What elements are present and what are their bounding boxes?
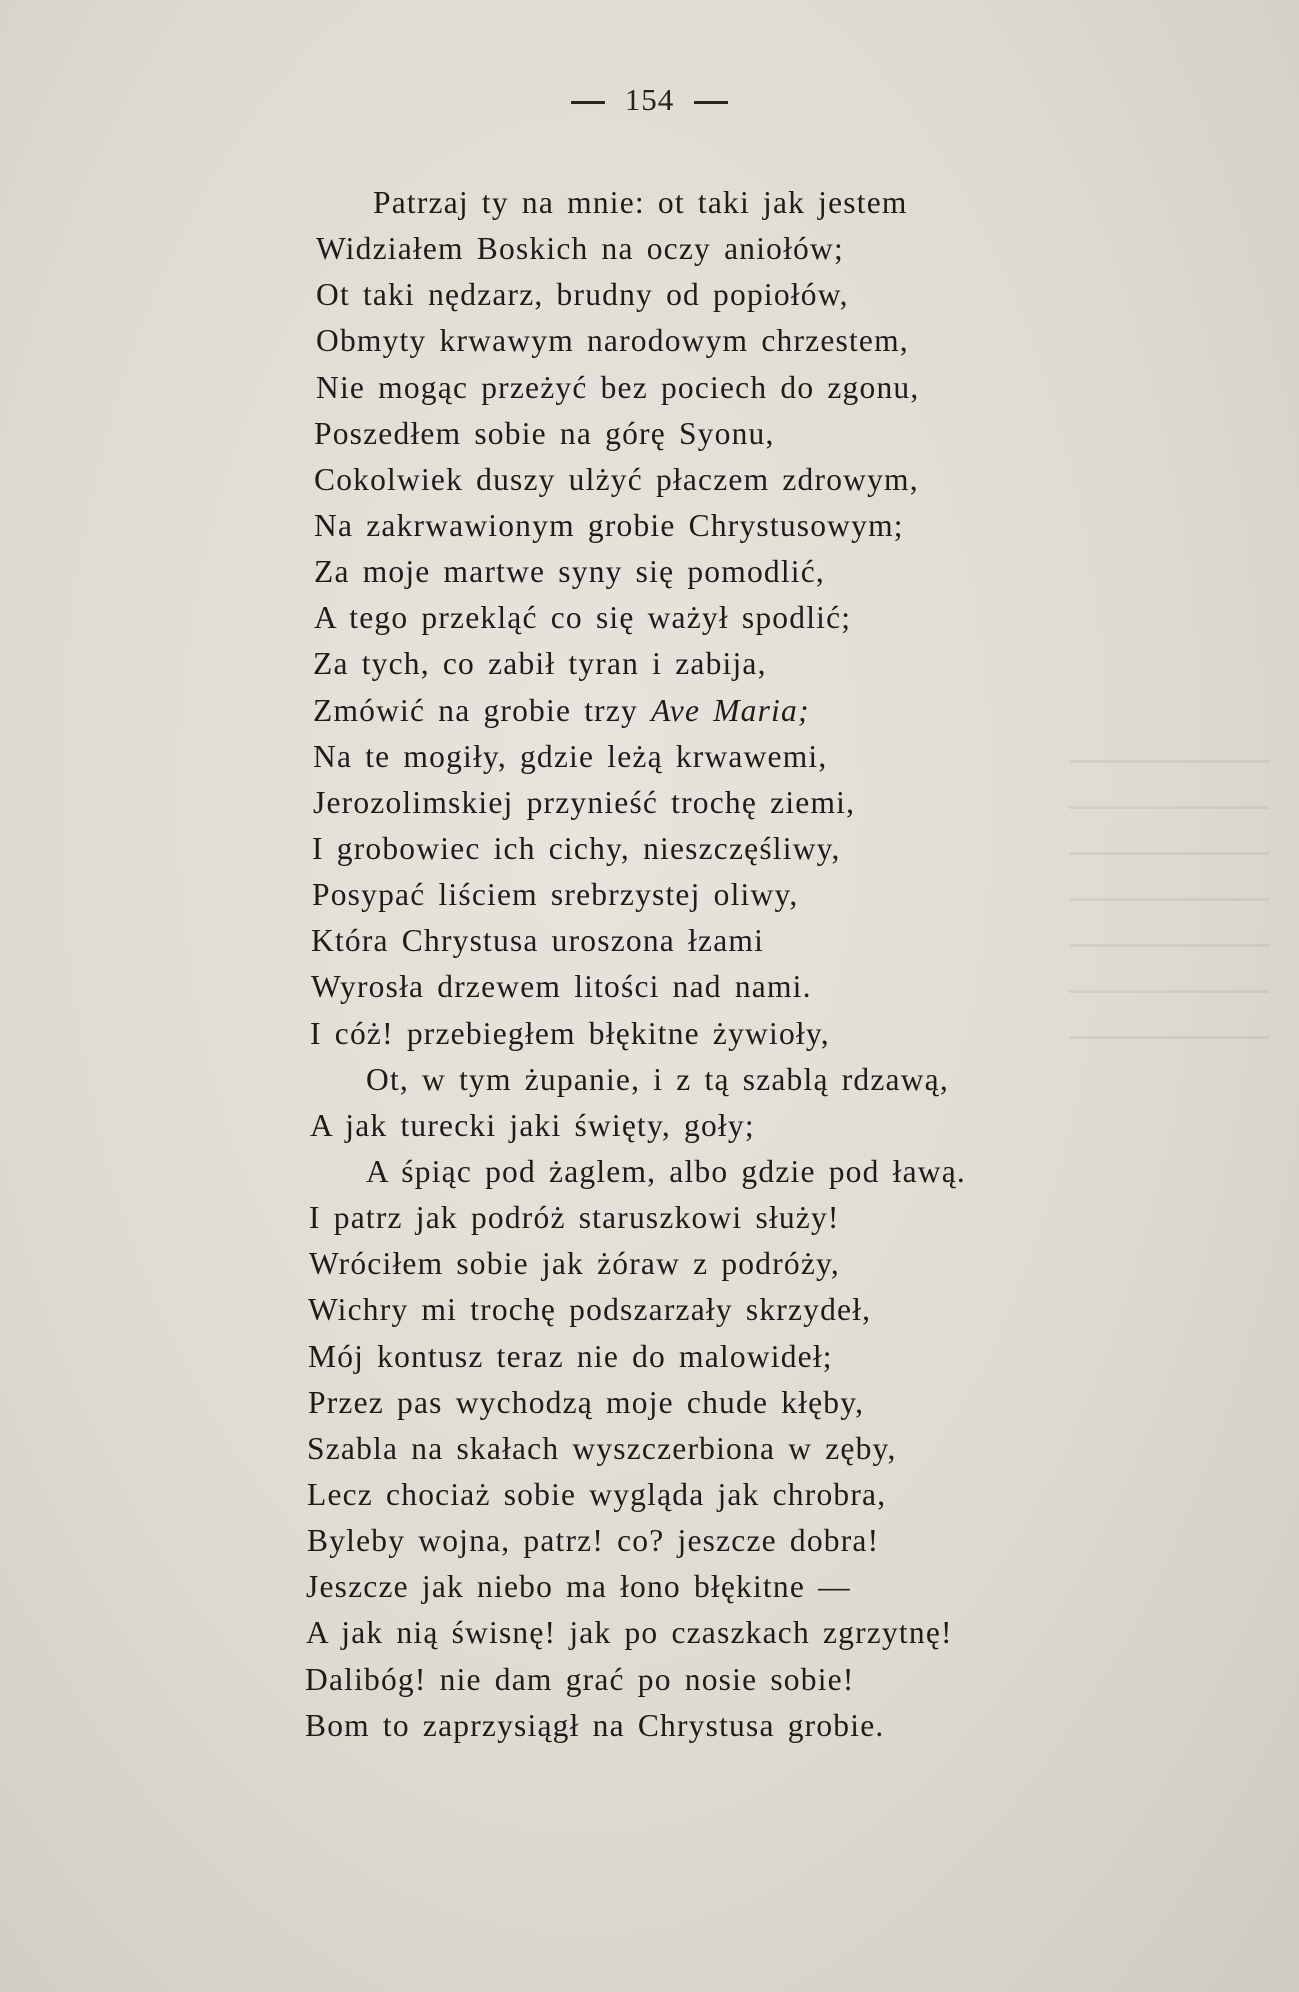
poem-line-text: Za tych, co zabił tyran i zabija, <box>313 646 767 682</box>
poem-line-text: A jak turecki jaki święty, goły; <box>310 1107 755 1143</box>
poem-line <box>0 595 1299 641</box>
poem-line <box>0 1334 1299 1380</box>
poem-line-text: Ot taki nędzarz, brudny od popiołów, <box>316 277 849 313</box>
poem-line-text: Za moje martwe syny się pomodlić, <box>314 554 825 590</box>
poem-line-text: Przez pas wychodzą moje chude kłęby, <box>308 1384 865 1420</box>
poem-line-text: I cóż! przebiegłem błękitne żywioły, <box>310 1015 830 1051</box>
poem-line-text: Cokolwiek duszy ulżyć płaczem zdrowym, <box>314 461 919 497</box>
poem-line <box>0 1057 1299 1103</box>
poem-line-text: Posypać liściem srebrzystej oliwy, <box>312 877 799 913</box>
poem-line <box>0 688 1299 734</box>
poem-line-text: Bom to zaprzysiągł na Chrystusa grobie. <box>305 1707 885 1743</box>
poem-line <box>0 1472 1299 1518</box>
poem-line-text: Dalibóg! nie dam grać po nosie sobie! <box>305 1661 855 1697</box>
poem-line-text: I patrz jak podróż staruszkowi służy! <box>309 1200 840 1236</box>
poem-line <box>0 503 1299 549</box>
poem-line-text: A jak nią świsnę! jak po czaszkach zgrzytnę! <box>306 1615 953 1651</box>
poem-line-text: Zmówić na grobie trzy <box>313 692 652 728</box>
right-dash <box>694 101 728 104</box>
poem-line-text: A śpiąc pod żaglem, albo gdzie pod ławą. <box>366 1153 966 1189</box>
poem-line <box>0 1287 1299 1333</box>
poem-line <box>0 1426 1299 1472</box>
poem-line <box>0 1703 1299 1749</box>
poem-line-text: Nie mogąc przeżyć bez pociech do zgonu, <box>316 369 920 405</box>
poem-line-text: Widziałem Boskich na oczy aniołów; <box>316 231 844 267</box>
poem-line <box>0 1149 1299 1195</box>
poem-line-text: A tego przekląć co się ważył spodlić; <box>314 600 852 636</box>
poem-line <box>0 1195 1299 1241</box>
poem-line <box>0 180 1299 226</box>
poem-line <box>0 1564 1299 1610</box>
poem-line-text: Mój kontusz teraz nie do malowideł; <box>308 1338 833 1374</box>
poem-line <box>0 641 1299 687</box>
poem-line <box>0 734 1299 780</box>
poem-line <box>0 1657 1299 1703</box>
poem-line-text: Poszedłem sobie na górę Syonu, <box>314 415 775 451</box>
poem-line-text: Szabla na skałach wyszczerbiona w zęby, <box>307 1430 897 1466</box>
poem-line <box>0 826 1299 872</box>
poem-line <box>0 918 1299 964</box>
poem-line <box>0 1610 1299 1656</box>
poem-line-text: Wyrosła drzewem litości nad nami. <box>311 969 812 1005</box>
poem-line <box>0 964 1299 1010</box>
poem-line <box>0 411 1299 457</box>
poem-line <box>0 872 1299 918</box>
poem-line <box>0 1103 1299 1149</box>
poem-line-text: Patrzaj ty na mnie: ot taki jak jestem <box>373 185 908 220</box>
poem-line-text: I grobowiec ich cichy, nieszczęśliwy, <box>312 830 841 866</box>
poem-line <box>0 1241 1299 1287</box>
poem-line <box>0 457 1299 503</box>
poem-line <box>0 1518 1299 1564</box>
poem-line <box>0 318 1299 364</box>
poem-line <box>0 1011 1299 1057</box>
poem-line <box>0 226 1299 272</box>
poem-text <box>0 180 1299 1749</box>
poem-line-text: Na te mogiły, gdzie leżą krwawemi, <box>313 738 828 774</box>
poem-line <box>0 549 1299 595</box>
poem-line-text: Byleby wojna, patrz! co? jeszcze dobra! <box>307 1523 880 1559</box>
poem-line-text: Jerozolimskiej przynieść trochę ziemi, <box>313 784 856 820</box>
left-dash <box>571 101 605 104</box>
poem-line-text: Obmyty krwawym narodowym chrzestem, <box>316 323 909 359</box>
poem-line-text: Wróciłem sobie jak żóraw z podróży, <box>309 1246 841 1282</box>
poem-line-italic: Ave Maria; <box>651 692 810 728</box>
page-number-text: 154 <box>624 82 675 117</box>
poem-line <box>0 365 1299 411</box>
poem-line-text: Ot, w tym żupanie, i z tą szablą rdzawą, <box>366 1061 949 1097</box>
poem-line-text: Która Chrystusa uroszona łzami <box>311 923 765 959</box>
poem-line-text: Jeszcze jak niebo ma łono błękitne — <box>306 1569 851 1605</box>
page-number <box>0 82 1299 118</box>
poem-line <box>0 1380 1299 1426</box>
poem-line-text: Na zakrwawionym grobie Chrystusowym; <box>314 507 904 543</box>
poem-line-text: Lecz chociaż sobie wygląda jak chrobra, <box>307 1476 887 1512</box>
poem-line <box>0 272 1299 318</box>
poem-line <box>0 780 1299 826</box>
poem-line-text: Wichry mi trochę podszarzały skrzydeł, <box>308 1292 872 1328</box>
